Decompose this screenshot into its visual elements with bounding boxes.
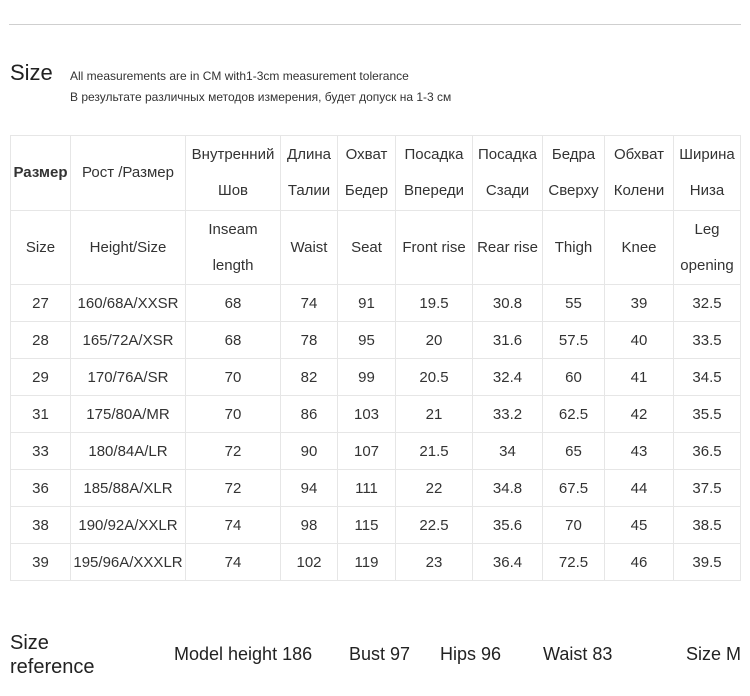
header-text: Талии [287,182,331,199]
table-cell: 170/76A/SR [71,359,186,396]
table-cell: 68 [186,285,281,322]
table-cell: 74 [281,285,338,322]
header-text: Посадка [478,146,537,163]
table-cell: 175/80A/MR [71,396,186,433]
table-cell: 34.8 [473,470,543,507]
header-text: Thigh [554,238,593,256]
header-cell-ru-4 [338,136,396,211]
header-cell-en-7 [543,211,605,285]
table-row [11,433,741,470]
header-text: Сзади [485,182,530,199]
header-text: Колени [613,182,665,199]
header-text: Waist [290,238,328,256]
table-cell: 34.5 [674,359,741,396]
header-text: Бедра [551,146,596,163]
header-text: length [212,256,254,274]
header-cell-en-8 [605,211,674,285]
table-cell: 32.4 [473,359,543,396]
table-cell: 44 [605,470,674,507]
table-cell: 90 [281,433,338,470]
table-cell: 62.5 [543,396,605,433]
table-cell: 45 [605,507,674,544]
header-text: Rear rise [477,238,538,256]
header-text: Впереди [404,182,464,199]
header-text: Посадка [404,146,464,163]
table-cell: 39 [605,285,674,322]
header-cell-ru-9 [674,136,741,211]
table-cell: 33.2 [473,396,543,433]
table-cell: 67.5 [543,470,605,507]
header-text: Рост /Размер [82,164,174,181]
model-bust: Bust 97 [349,644,411,664]
header-text: Бедер [344,182,389,199]
table-cell: 28 [11,322,71,359]
table-cell: 39.5 [674,544,741,581]
table-cell: 33.5 [674,322,741,359]
table-cell: 119 [338,544,396,581]
table-row [11,322,741,359]
table-cell: 31 [11,396,71,433]
table-cell: 70 [543,507,605,544]
table-row [11,396,741,433]
table-cell: 70 [186,396,281,433]
table-cell: 65 [543,433,605,470]
table-cell: 20.5 [396,359,473,396]
header-text: Ширина [679,146,735,163]
table-cell: 160/68A/XXSR [71,285,186,322]
table-cell: 27 [11,285,71,322]
header-text: Охват [345,146,388,163]
model-hips: Hips 96 [440,644,502,664]
table-cell: 111 [338,470,396,507]
table-cell: 102 [281,544,338,581]
header-cell-en-2 [186,211,281,285]
table-cell: 72 [186,470,281,507]
header-cell-en-4 [338,211,396,285]
header-text: Внутренний [191,146,275,163]
header-cell-ru-0 [11,136,71,211]
table-cell: 32.5 [674,285,741,322]
table-row [11,507,741,544]
table-cell: 103 [338,396,396,433]
size-reference-label [10,631,95,679]
header-cell-en-3 [281,211,338,285]
table-cell: 37.5 [674,470,741,507]
model-waist: Waist 83 [543,644,613,664]
table-cell: 23 [396,544,473,581]
table-cell: 21 [396,396,473,433]
model-height: Model height 186 [174,644,313,664]
table-cell: 21.5 [396,433,473,470]
table-cell: 46 [605,544,674,581]
table-cell: 35.5 [674,396,741,433]
table-cell: 195/96A/XXXLR [71,544,186,581]
header-cell-ru-7 [543,136,605,211]
size-reference-label-line1: Size [10,632,49,654]
size-reference-label-line2: reference [10,656,95,678]
table-cell: 72.5 [543,544,605,581]
header-cell-en-0 [11,211,71,285]
header-cell-ru-2 [186,136,281,211]
header-text: Front rise [402,238,466,256]
table-cell: 185/88A/XLR [71,470,186,507]
table-cell: 42 [605,396,674,433]
table-cell: 99 [338,359,396,396]
table-cell: 29 [11,359,71,396]
header-cell-en-9 [674,211,741,285]
header-text: Обхват [614,146,664,163]
tolerance-note-en: All measurements are in CM with1-3cm measurement tolerance [70,69,409,83]
table-cell: 190/92A/XXLR [71,507,186,544]
header-text: Height/Size [89,238,167,256]
header-cell-ru-3 [281,136,338,211]
header-cell-en-6 [473,211,543,285]
table-cell: 34 [473,433,543,470]
table-cell: 180/84A/LR [71,433,186,470]
table-cell: 36 [11,470,71,507]
table-cell: 74 [186,544,281,581]
tolerance-note-ru: В результате различных методов измерения, будет допуск на 1-3 см [70,90,452,104]
table-cell: 115 [338,507,396,544]
size-chart-table [10,135,741,581]
table-cell: 31.6 [473,322,543,359]
table-cell: 165/72A/XSR [71,322,186,359]
table-row [11,285,741,322]
size-title: Size [10,60,53,85]
table-cell: 30.8 [473,285,543,322]
table-cell: 107 [338,433,396,470]
table-cell: 40 [605,322,674,359]
table-cell: 36.4 [473,544,543,581]
header-cell-ru-6 [473,136,543,211]
table-row [11,544,741,581]
header-cell-ru-5 [396,136,473,211]
header-text: Размер [13,164,68,181]
table-cell: 78 [281,322,338,359]
header-text: Size [25,238,56,256]
top-divider [9,24,741,25]
header-text: Knee [621,238,657,256]
header-cell-ru-1 [71,136,186,211]
table-cell: 86 [281,396,338,433]
header-text: Сверху [548,182,599,199]
table-cell: 60 [543,359,605,396]
table-cell: 74 [186,507,281,544]
table-cell: 39 [11,544,71,581]
header-cell-en-1 [71,211,186,285]
table-cell: 43 [605,433,674,470]
size-table-body [11,136,741,581]
header-row-en [11,211,741,285]
table-cell: 82 [281,359,338,396]
header-text: Шов [217,182,249,199]
header-text: opening [680,256,734,274]
header-cell-ru-8 [605,136,674,211]
table-cell: 70 [186,359,281,396]
table-cell: 22.5 [396,507,473,544]
table-cell: 36.5 [674,433,741,470]
table-cell: 94 [281,470,338,507]
header-text: Inseam [208,220,258,238]
header-text: Длина [287,146,331,163]
table-cell: 91 [338,285,396,322]
table-cell: 22 [396,470,473,507]
table-cell: 38 [11,507,71,544]
table-cell: 68 [186,322,281,359]
header-text: Низа [689,182,725,199]
header-text: Leg [694,220,720,238]
header-cell-en-5 [396,211,473,285]
table-cell: 98 [281,507,338,544]
header-row-ru [11,136,741,211]
table-cell: 41 [605,359,674,396]
table-cell: 72 [186,433,281,470]
table-cell: 38.5 [674,507,741,544]
table-cell: 57.5 [543,322,605,359]
table-row [11,359,741,396]
table-cell: 35.6 [473,507,543,544]
table-row [11,470,741,507]
header-text: Seat [351,238,382,256]
table-cell: 19.5 [396,285,473,322]
table-cell: 20 [396,322,473,359]
table-cell: 55 [543,285,605,322]
table-cell: 33 [11,433,71,470]
model-size: Size M [686,644,742,664]
table-cell: 95 [338,322,396,359]
